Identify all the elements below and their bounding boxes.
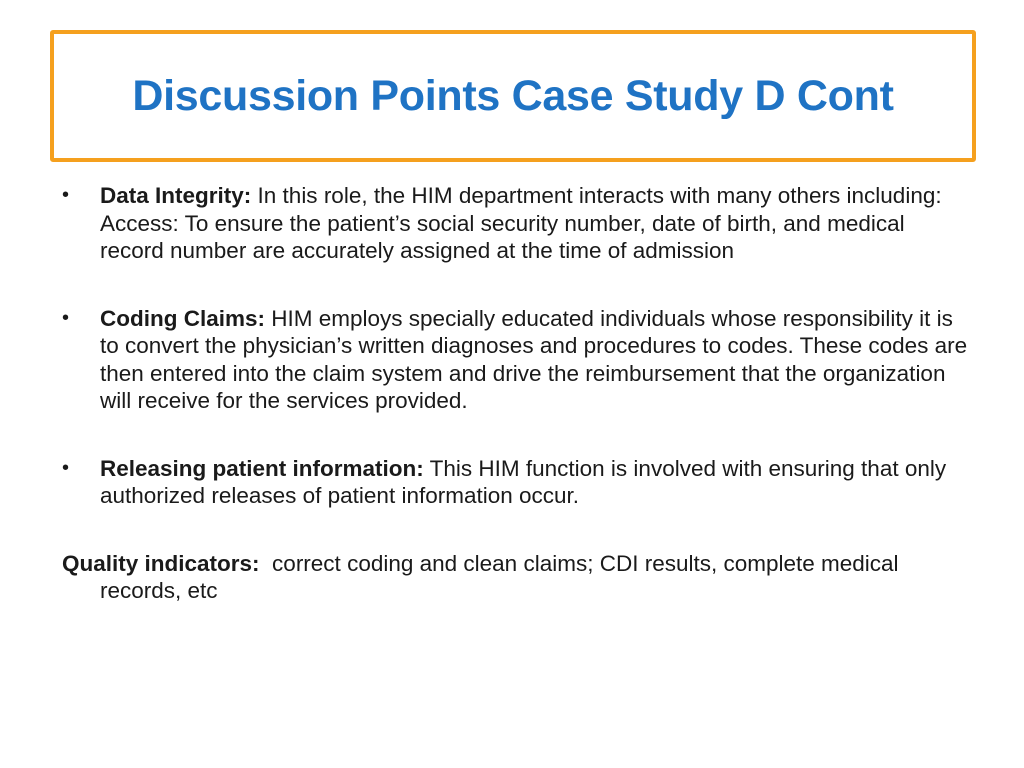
bullet-item-data-integrity: [62, 182, 972, 265]
bullet-text: HIM employs specially educated individuals whose responsibility it is to convert the physician’s written diagnoses and procedures to codes. These codes are then entered into the claim system and drive the reimbursement that the organization will receive for the services provided.: [100, 305, 968, 413]
bullet-text: This HIM function is involved with ensuring that only authorized releases of patient information occur.: [100, 455, 947, 508]
bullet-icon: •: [62, 306, 70, 329]
quality-indicators: [62, 550, 972, 605]
bullet-text: In this role, the HIM department interacts with many others including: Access: To ensure the patient’s social security number, date of birth, and medical record number are accurately assigned at the time of admission: [100, 183, 942, 263]
quality-label: Quality indicators:: [62, 550, 260, 576]
bullet-icon: •: [62, 184, 70, 206]
bullet-item-releasing-info: [62, 455, 972, 510]
bullet-label: Data Integrity:: [100, 183, 252, 208]
bullet-label: Releasing patient information:: [100, 455, 424, 481]
slide-title: Discussion Points Case Study D Cont: [132, 71, 894, 120]
bullet-label: Coding Claims:: [100, 305, 266, 331]
bullet-icon: •: [62, 456, 70, 479]
slide-body: [62, 182, 972, 605]
title-box: [50, 30, 976, 162]
bullet-item-coding-claims: [62, 305, 972, 415]
quality-text: correct coding and clean claims; CDI results, complete medical records, etc: [100, 550, 905, 603]
